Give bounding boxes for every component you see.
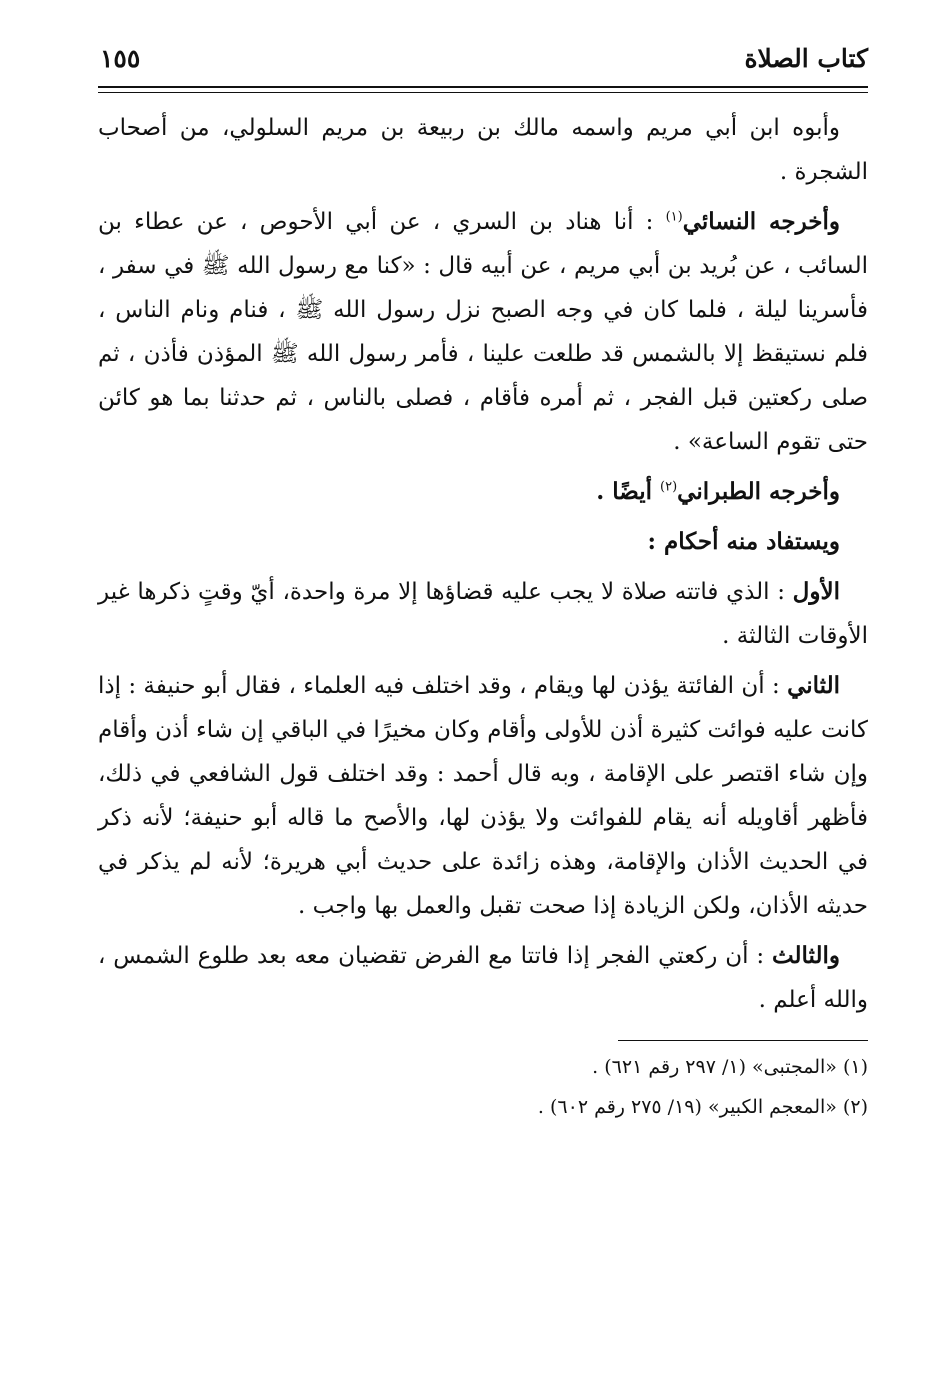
paragraph-5 (98, 570, 868, 658)
paragraph-6 (98, 664, 868, 928)
paragraph-5-text: : الذي فاتته صلاة لا يجب عليه قضاؤها إلا مرة واحدة، أيّ وقتٍ ذكرها غير الأوقات الثالثة . (98, 579, 868, 649)
footnotes (98, 1047, 868, 1127)
footnote-ref-2[interactable]: (٢) (660, 479, 678, 495)
paragraph-1 (98, 106, 868, 194)
header-rule (98, 86, 868, 93)
footnote-2: (٢) «المعجم الكبير» (١٩/ ٢٧٥ رقم ٦٠٢) . (537, 1096, 868, 1118)
page-header (98, 40, 868, 86)
paragraph-2 (98, 200, 868, 464)
paragraph-6-text: : أن الفائتة يؤذن لها ويقام ، وقد اختلف فيه العلماء ، فقال أبو حنيفة : إذا كانت عليه فوائت كثيرة أذن للأولى وأقام وكان مخيرًا في الباقي إن شاء أذن وأقام وإن شاء اقتصر على الإقامة ، وبه قال أحمد : وقد اختلف قول الشافعي في ذلك، فأظهر أقاويله أنه يقام للفوائت ولا يؤذن لها، والأصح ما قاله أبو حنيفة؛ لأنه ذكر في الحديث الأذان والإقامة، وهذه زائدة على حديث أبي هريرة؛ لأنه لم يذكر في حديثه الأذان، ولكن الزيادة إذا صحت تقبل والعمل بها واجب . (98, 673, 868, 919)
book-page (98, 40, 868, 1127)
paragraph-6-lead: الثاني (787, 672, 840, 699)
running-title: كتاب الصلاة (744, 44, 868, 73)
paragraph-3-lead: وأخرجه الطبراني (677, 478, 840, 505)
paragraph-4 (98, 520, 868, 564)
paragraph-2-lead: وأخرجه النسائي (682, 208, 840, 235)
paragraph-5-lead: الأول (792, 578, 840, 605)
paragraph-7-text: : أن ركعتي الفجر إذا فاتتا مع الفرض تقضيان معه بعد طلوع الشمس ، والله أعلم . (98, 943, 868, 1013)
page-number: ١٥٥ (100, 44, 141, 73)
paragraph-2-text: : أنا هناد بن السري ، عن أبي الأحوص ، عن عطاء بن السائب ، عن بُريد بن أبي مريم ، عن أبيه قال : «كنا مع رسول الله ﷺ في سفر ، فأسرينا ليلة ، فلما كان في وجه الصبح نزل رسول الله ﷺ ، فنام ونام الناس ، فلم نستيقظ إلا بالشمس قد طلعت علينا ، فأمر رسول الله ﷺ المؤذن فأذن ، ثم صلى ركعتين قبل الفجر ، ثم أمره فأقام ، فصلى بالناس ، ثم حدثنا بما هو كائن حتى تقوم الساعة» . (98, 209, 868, 455)
paragraph-3-tail: أيضًا . (596, 478, 661, 505)
footnote-ref-1[interactable]: (١) (665, 209, 683, 225)
footnote-rule (618, 1040, 868, 1041)
body-text (98, 106, 868, 1022)
paragraph-7 (98, 934, 868, 1022)
paragraph-1-text: وأبوه ابن أبي مريم واسمه مالك بن ربيعة بن مريم السلولي، من أصحاب الشجرة . (98, 115, 868, 185)
footnote-1: (١) «المجتبى» (١/ ٢٩٧ رقم ٦٢١) . (592, 1056, 868, 1078)
paragraph-3 (98, 470, 868, 514)
paragraph-7-lead: والثالث (771, 942, 840, 969)
paragraph-4-text: ويستفاد منه أحكام : (647, 528, 840, 555)
